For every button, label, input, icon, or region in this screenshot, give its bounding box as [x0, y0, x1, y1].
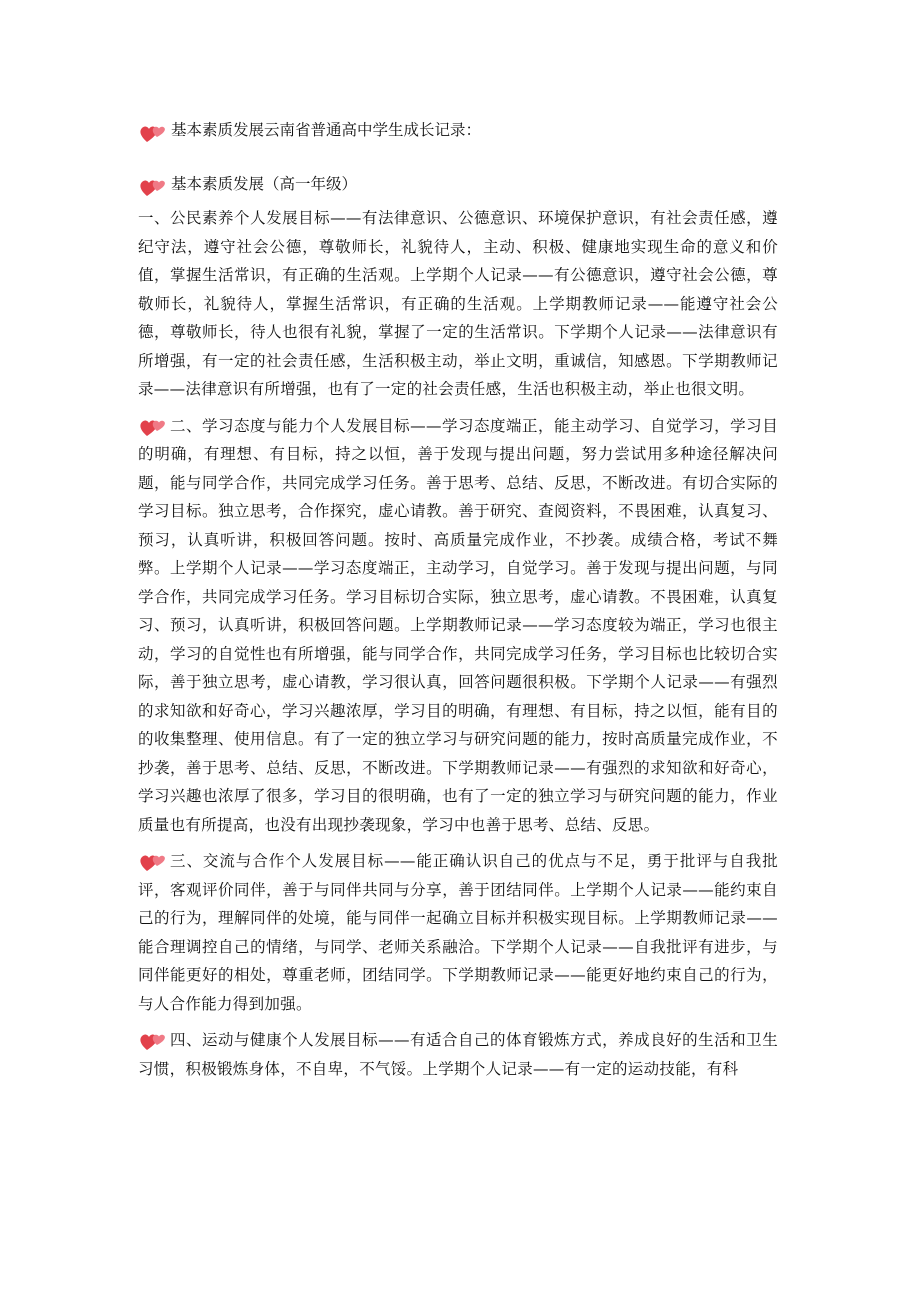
section-sports-paragraph: [138, 1026, 778, 1083]
section-learning: [138, 412, 778, 840]
document-subtitle: [138, 172, 778, 196]
heart-icon: [138, 175, 168, 199]
section-sports-text: 四、运动与健康个人发展目标——有适合自己的体育锻炼方式，养成良好的生活和卫生习惯，积极锻炼身体，不自卑，不气馁。上学期个人记录——有一定的运动技能，有科: [138, 1031, 778, 1078]
subtitle-text: 基本素质发展（高一年级）: [171, 175, 358, 193]
section-learning-text: 二、学习态度与能力个人发展目标——学习态度端正，能主动学习、自觉学习，学习目的明确，有理想、有目标，持之以恒，善于发现与提出问题，努力尝试用多种途径解决问题，能与同学合作，共同完成学习任务。善于思考、总结、反思，不断改进。有切合实际的学习目标。独立思考，合作探究，虚心请教。善于研究、查阅资料，不畏困难，认真复习、预习，认真听讲，积极回答问题。按时、高质量完成作业，不抄袭。成绩合格，考试不舞弊。上学期个人记录——学习态度端正，主动学习，自觉学习。善于发现与提出问题，与同学合作，共同完成学习任务。学习目标切合实际，独立思考，虚心请教。不畏困难，认真复习、预习，认真听讲，积极回答问题。上学期教师记录——学习态度较为端正，学习也很主动，学习的自觉性也有所增强，能与同学合作，共同完成学习任务，学习目标也比较切合实际，善于独立思考，虚心请教，学习很认真，回答问题很积极。下学期个人记录——有强烈的求知欲和好奇心，学习兴趣浓厚，学习目的明确，有理想、有目标，持之以恒，能有目的的收集整理、使用信息。有了一定的独立学习与研究问题的能力，按时高质量完成作业，不抄袭，善于思考、总结、反思，不断改进。下学期教师记录——有强烈的求知欲和好奇心，学习兴趣也浓厚了很多，学习目的很明确，也有了一定的独立学习与研究问题的能力，作业质量也有所提高，也没有出现抄袭现象，学习中也善于思考、总结、反思。: [138, 416, 778, 834]
document-page: [138, 118, 778, 1089]
title-text: 基本素质发展云南省普通高中学生成长记录：: [171, 121, 482, 139]
section-sports: [138, 1026, 778, 1083]
section-civic-text: 一、公民素养个人发展目标——有法律意识、公德意识、环境保护意识，有社会责任感，遵纪守法，遵守社会公德，尊敬师长，礼貌待人，主动、积极、健康地实现生命的意义和价值，掌握生活常识，有正确的生活观。上学期个人记录——有公德意识，遵守社会公德，尊敬师长，礼貌待人，掌握生活常识，有正确的生活观。上学期教师记录——能遵守社会公德，尊敬师长，待人也很有礼貌，掌握了一定的生活常识。下学期个人记录——法律意识有所增强，有一定的社会责任感，生活积极主动，举止文明，重诚信，知感恩。下学期教师记录——法律意识有所增强，也有了一定的社会责任感，生活也积极主动，举止也很文明。: [138, 209, 778, 398]
section-civic: [138, 204, 778, 404]
heart-icon: [138, 1029, 168, 1053]
document-title: [138, 118, 778, 142]
section-learning-paragraph: [138, 412, 778, 840]
heart-icon: [138, 850, 168, 874]
section-communication: [138, 847, 778, 1018]
heart-icon: [138, 121, 168, 145]
heart-icon: [138, 415, 168, 439]
section-communication-text: 三、交流与合作个人发展目标——能正确认识自己的优点与不足，勇于批评与自我批评，客观评价同伴，善于与同伴共同与分享，善于团结同伴。上学期个人记录——能约束自己的行为，理解同伴的处境，能与同伴一起确立目标并积极实现目标。上学期教师记录——能合理调控自己的情绪，与同学、老师关系融洽。下学期个人记录——自我批评有进步，与同伴能更好的相处，尊重老师，团结同学。下学期教师记录——能更好地约束自己的行为，与人合作能力得到加强。: [138, 852, 778, 1013]
section-communication-paragraph: [138, 847, 778, 1018]
